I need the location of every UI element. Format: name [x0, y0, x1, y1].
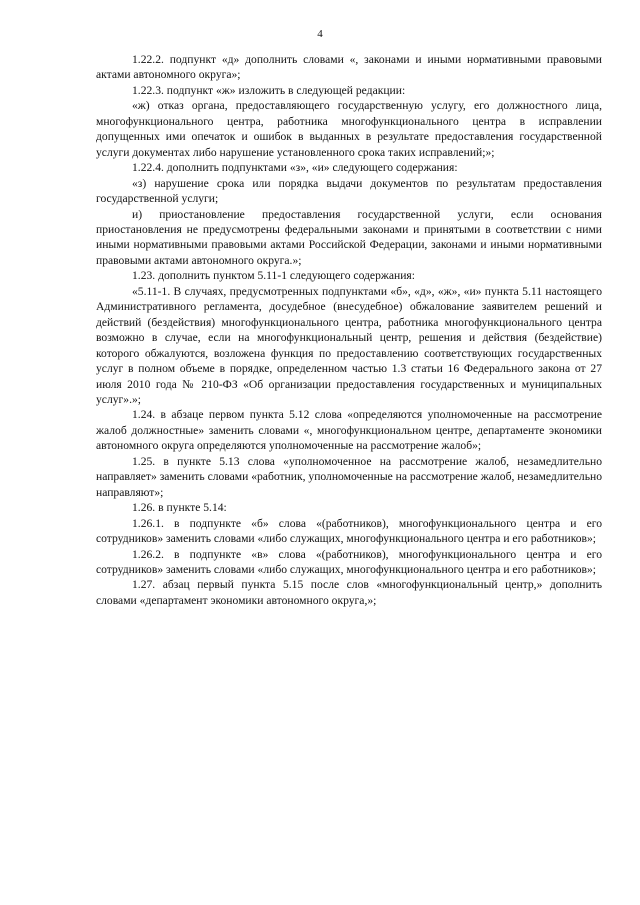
paragraph-1-26-1: 1.26.1. в подпункте «б» слова «(работников), многофункционального центра и его сотрудников» заменить словами «либо служащих, многофункционального центра и его работников»;: [96, 516, 602, 546]
paragraph-subitem-z: «з) нарушение срока или порядка выдачи документов по результатам предоставления государственной услуги;: [96, 176, 602, 206]
paragraph-1-25: 1.25. в пункте 5.13 слова «уполномоченное на рассмотрение жалоб, незамедлительно направляет» заменить словами «работник, уполномоченные на рассмотрение жалоб, незамедлительно направляют»;: [96, 454, 602, 499]
paragraph-1-22-4: 1.22.4. дополнить подпунктами «з», «и» следующего содержания:: [132, 161, 458, 175]
paragraph-1-27: 1.27. абзац первый пункта 5.15 после слов «многофункциональный центр,» дополнить словами «департамент экономики автономного округа,»;: [96, 578, 602, 607]
paragraph-1-22-2: 1.22.2. подпункт «д» дополнить словами «, законами и иными нормативными правовыми актами автономного округа»;: [96, 53, 602, 82]
page-number: 4: [317, 28, 323, 40]
paragraph-subitem-i: и) приостановление предоставления государственной услуги, если основания приостановления не предусмотрены федеральными законами и принятыми в соответствии с ними иными нормативными правовыми актами Российской Федерации, законами и иными нормативными правовыми актами автономного округа.»;: [96, 207, 602, 267]
paragraph-1-24: 1.24. в абзаце первом пункта 5.12 слова «определяются уполномоченные на рассмотрение жалоб должностные» заменить словами «, многофункциональном центре, департаменте экономики автономного округа определяются уполномоченные на рассмотрение жалоб»;: [96, 408, 602, 453]
paragraph-subitem-zh: «ж) отказ органа, предоставляющего государственную услугу, его должностного лица, многофункционального центра, работника многофункционального центра в исправлении допущенных ими опечаток и ошибок в выданных в результате предоставления государственной услуги документах либо нарушение установленного срока таких исправлений;»;: [96, 99, 602, 159]
paragraph-1-26-2: 1.26.2. в подпункте «в» слова «(работников), многофункционального центра и его сотрудников» заменить словами «либо служащих, многофункционального центра и его работников»;: [96, 547, 602, 576]
paragraph-1-26: 1.26. в пункте 5.14:: [132, 501, 227, 515]
paragraph-1-23: 1.23. дополнить пунктом 5.11-1 следующего содержания:: [132, 269, 415, 283]
document-body: [96, 52, 602, 608]
paragraph-1-22-3: 1.22.3. подпункт «ж» изложить в следующей редакции:: [132, 83, 406, 97]
paragraph-5-11-1: «5.11-1. В случаях, предусмотренных подпунктами «б», «д», «ж», «и» пункта 5.11 настоящего Административного регламента, досудебное (внесудебное) обжалование заявителем решений и действий (бездействия) многофункционального центра, работника многофункционального центра возможно в случае, если на многофункциональный центр, решения и действия (бездействие) которого обжалуются, возложена функция по предоставлению соответствующих государственных услуг в полном объеме в порядке, определенном частью 1.3 статьи 16 Федерального закона от 27 июля 2010 года № 210-ФЗ «Об организации предоставления государственных и муниципальных услуг».»;: [96, 284, 602, 406]
